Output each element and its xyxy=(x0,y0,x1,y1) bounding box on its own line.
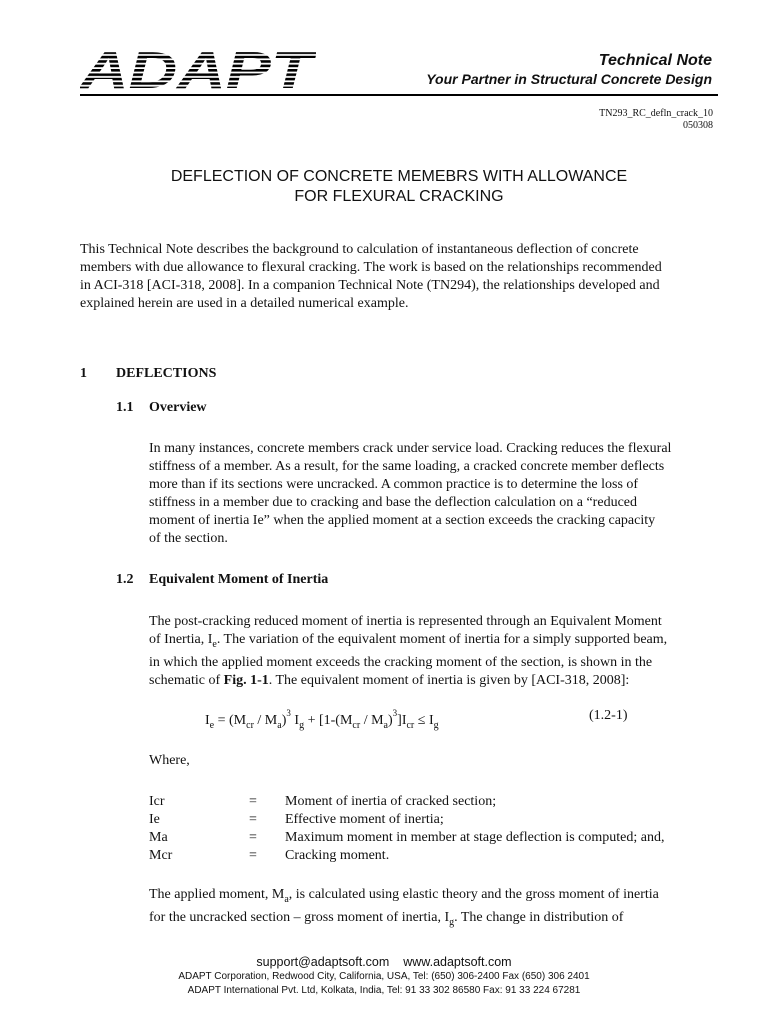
section-1-2-heading: Equivalent Moment of Inertia xyxy=(149,572,329,587)
definition-row xyxy=(149,811,719,829)
intro-line: This Technical Note describes the background to calculation of instantaneous deflection of concrete xyxy=(80,242,639,257)
section-1-1-number: 1.1 xyxy=(116,400,134,415)
overview-line: In many instances, concrete members crack under service load. Cracking reduces the flexural xyxy=(149,441,672,456)
overview-paragraph xyxy=(149,440,719,548)
footer-website-link[interactable]: www.adaptsoft.com xyxy=(403,955,512,969)
overview-line: stiffness in a member due to cracking and base the deflection calculation on a “reduced xyxy=(149,495,637,510)
header-tagline: Your Partner in Structural Concrete Design xyxy=(426,71,712,87)
definition-text: Cracking moment. xyxy=(285,848,390,863)
definition-symbol: Mcr xyxy=(149,848,173,863)
section-1-heading: DEFLECTIONS xyxy=(116,366,217,381)
overview-line: moment of inertia Ie” when the applied moment at a section exceeds the cracking capacity xyxy=(149,513,656,528)
definition-row xyxy=(149,829,719,847)
overview-line: stiffness of a member. As a result, for the same loading, a cracked concrete member deflects xyxy=(149,459,665,474)
definition-symbol: Icr xyxy=(149,794,165,809)
header-rule xyxy=(80,94,718,96)
footer-email-link[interactable]: support@adaptsoft.com xyxy=(256,955,390,969)
document-date: 050308 xyxy=(683,120,713,131)
applied-moment-paragraph xyxy=(149,886,719,932)
equation-1-2-1 xyxy=(205,708,725,732)
document-code: TN293_RC_defln_crack_10 xyxy=(599,108,713,119)
figure-reference: Fig. 1-1 xyxy=(223,673,269,688)
footer-india-office: ADAPT International Pvt. Ltd, Kolkata, India, Tel: 91 33 302 86580 Fax: 91 33 224 67281 xyxy=(187,985,581,996)
paragraph-line: schematic of Fig. 1-1. The equivalent moment of inertia is given by [ACI-318, 2008]: xyxy=(149,673,630,688)
definition-row xyxy=(149,793,719,811)
paragraph-line: The applied moment, $M_a$, is calculated using elastic theory and the gross moment of inertia xyxy=(149,887,659,905)
definition-row xyxy=(149,847,719,865)
section-1-number: 1 xyxy=(80,366,87,381)
intro-line: members with due allowance to flexural cracking. The work is based on the relationships recommended xyxy=(80,260,662,275)
document-id xyxy=(599,108,713,132)
definition-equals: = xyxy=(249,794,257,809)
footer-contact xyxy=(0,955,768,969)
definition-text: Moment of inertia of cracked section; xyxy=(285,794,497,809)
document-title xyxy=(80,167,718,207)
definition-text: Effective moment of inertia; xyxy=(285,812,444,827)
definition-symbol: Ie xyxy=(149,812,160,827)
definition-text: Maximum moment in member at stage deflection is computed; and, xyxy=(285,830,665,845)
definition-equals: = xyxy=(249,830,257,845)
section-1-2-number: 1.2 xyxy=(116,572,134,587)
paragraph-line: for the uncracked section – gross moment of inertia, $I_g$. The change in distribution of xyxy=(149,910,624,928)
equation-body: $I_e = (M_{cr} / M_a)^3$ $I_g + [1-(M_{cr} / M_a)^3]I_{cr} \le I_g$ xyxy=(205,708,439,731)
where-label: Where, xyxy=(149,753,190,768)
title-line-2: FOR FLEXURAL CRACKING xyxy=(294,188,504,205)
intro-line: in ACI-318 [ACI-318, 2008]. In a companion Technical Note (TN294), the relationships developed and xyxy=(80,278,660,293)
header-title: Technical Note xyxy=(598,52,712,69)
definition-symbol: Ma xyxy=(149,830,168,845)
paragraph-line: The post-cracking reduced moment of inertia is represented through an Equivalent Moment xyxy=(149,614,662,629)
paragraph-line: of Inertia, $I_e$. The variation of the equivalent moment of inertia for a simply supported beam, xyxy=(149,632,668,650)
definition-equals: = xyxy=(249,848,257,863)
equation-number: (1.2-1) xyxy=(589,708,628,723)
title-line-1: DEFLECTION OF CONCRETE MEMEBRS WITH ALLOWANCE xyxy=(170,168,628,185)
section-1-1-heading: Overview xyxy=(149,400,207,415)
footer-usa-office: ADAPT Corporation, Redwood City, California, USA, Tel: (650) 306-2400 Fax (650) 306 2401 xyxy=(178,971,590,982)
definition-equals: = xyxy=(249,812,257,827)
overview-line: of the section. xyxy=(149,531,228,546)
adapt-logo xyxy=(80,47,316,96)
paragraph-line: in which the applied moment exceeds the cracking moment of the section, is shown in the xyxy=(149,655,653,670)
intro-line: explained herein are used in a detailed numerical example. xyxy=(80,296,409,311)
intro-paragraph xyxy=(80,241,720,313)
equivalent-moment-paragraph xyxy=(149,613,719,690)
overview-line: more than if its sections were uncracked. A common practice is to determine the loss of xyxy=(149,477,639,492)
